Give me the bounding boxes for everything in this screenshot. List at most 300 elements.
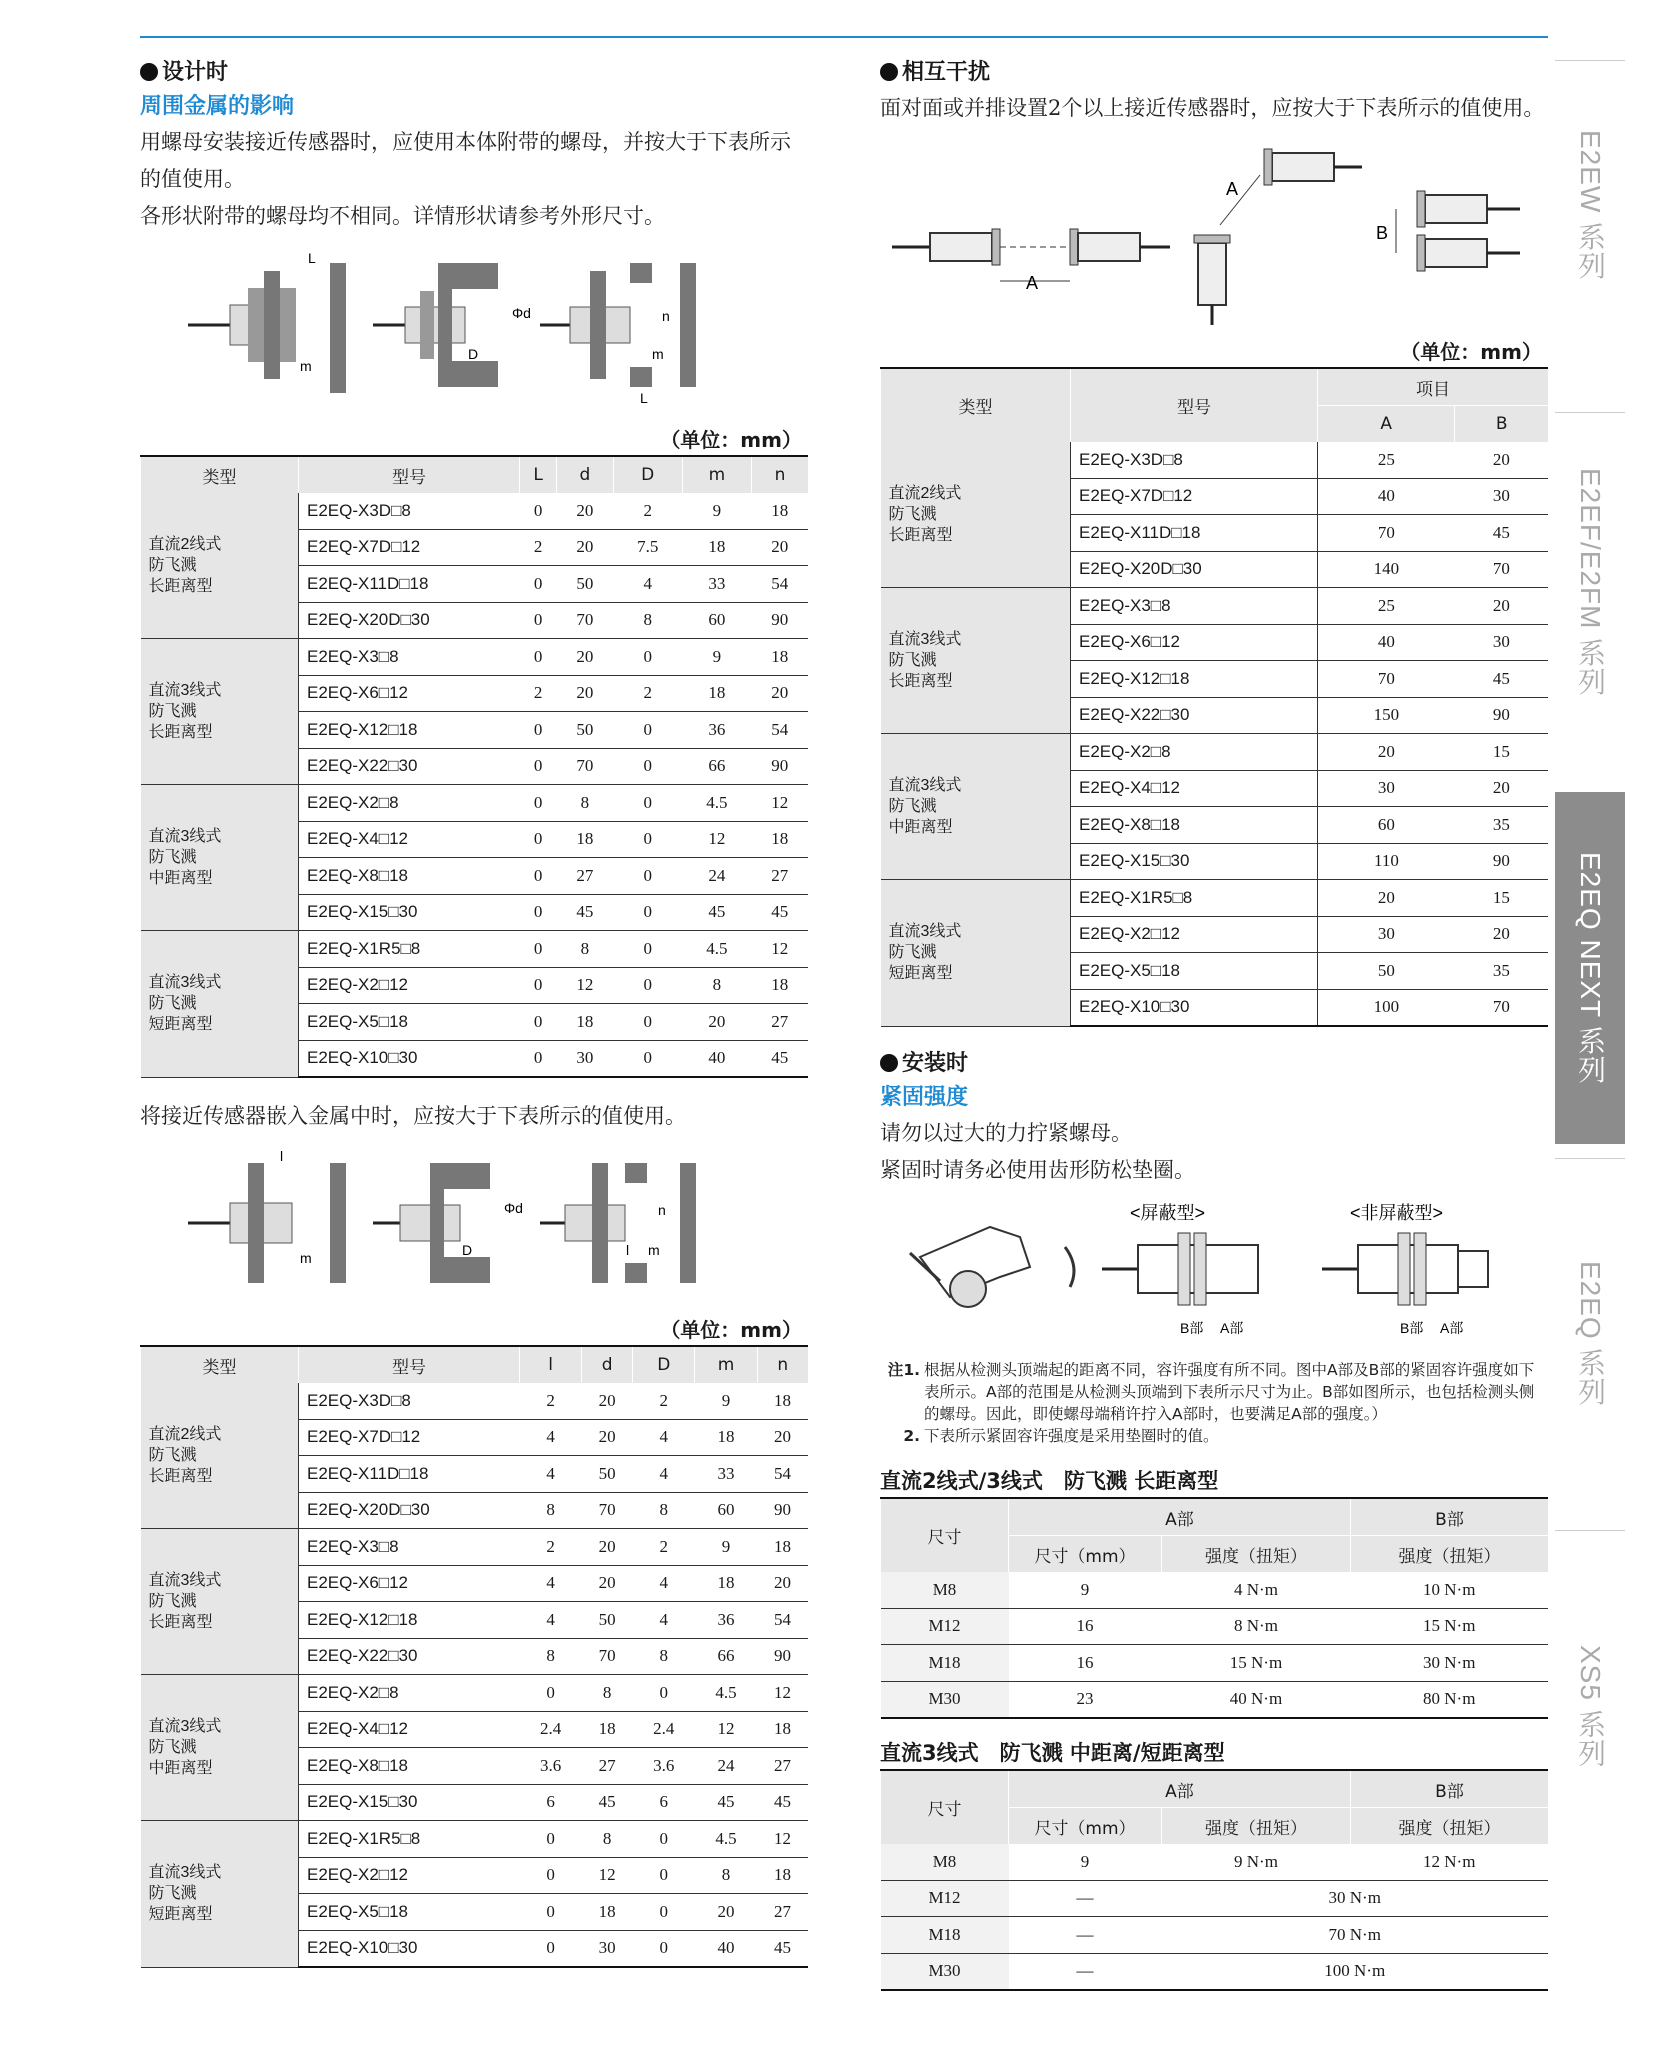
value-cell: 18 — [695, 1565, 757, 1602]
value-cell: — — [1009, 1880, 1162, 1917]
design-heading: 设计时 — [140, 56, 808, 90]
table-row — [141, 931, 809, 968]
value-cell: 3.6 — [520, 1748, 582, 1785]
top-rule — [140, 36, 1548, 38]
value-cell: 20 — [757, 1565, 808, 1602]
value-cell: 8 — [582, 1821, 633, 1858]
svg-text:<非屏蔽型>: <非屏蔽型> — [1350, 1203, 1444, 1223]
value-cell: 0 — [520, 1894, 582, 1931]
fig1-mount-a — [188, 250, 346, 393]
value-cell: 90 — [1455, 697, 1548, 734]
value-cell: 0 — [520, 821, 557, 858]
side-tab-e2eq[interactable]: E2EQ 系列 — [1575, 1261, 1606, 1407]
value-cell: 0 — [613, 967, 682, 1004]
value-cell: 70 — [582, 1492, 633, 1529]
value-cell: 2 — [633, 1529, 695, 1566]
fig1-mount-c — [540, 263, 696, 406]
design-para3: 将接近传感器嵌入金属中时，应按大于下表所示的值使用。 — [140, 1104, 686, 1128]
model-cell: E2EQ-X8□18 — [1071, 807, 1318, 844]
side-tab-xs5[interactable]: XS5 系列 — [1575, 1644, 1606, 1768]
value-cell: 12 — [751, 931, 808, 968]
value-cell: 4 — [520, 1565, 582, 1602]
value-cell: 0 — [520, 967, 557, 1004]
value-cell: 15 N·m — [1162, 1645, 1351, 1682]
value-cell: 20 — [1455, 588, 1548, 625]
value-cell: 0 — [520, 1004, 557, 1041]
type-cell: 直流2线式 防飞溅 长距离型 — [141, 1383, 299, 1529]
value-cell: 9 — [1009, 1844, 1162, 1880]
install-heading: 安装时 — [880, 1047, 1548, 1081]
value-cell: 20 — [582, 1565, 633, 1602]
value-cell: 15 — [1455, 880, 1548, 917]
model-cell: E2EQ-X10□30 — [299, 1040, 520, 1077]
side-tab-e2eq-next[interactable]: E2EQ NEXT 系列 — [1555, 792, 1625, 1144]
install-subheading: 紧固强度 — [880, 1085, 969, 1110]
model-cell: E2EQ-X3□8 — [299, 1529, 520, 1566]
note-1: 注1. 根据从检测头顶端起的距离不同，容许强度有所不同。图中A部及B部的紧固容许强度如下表所示。A部的范围是从检测头顶端到下表所示尺寸为止。B部如图所示，也包括检测头侧的螺母。因此，即使螺母端稍许拧入A部时，也要满足A部的强度。） — [887, 1361, 1535, 1423]
model-cell: E2EQ-X4□12 — [299, 1711, 520, 1748]
metal-influence-table-embed — [140, 1345, 808, 1968]
value-cell: M30 — [881, 1681, 1009, 1718]
type-cell: 直流3线式 防飞溅 长距离型 — [881, 588, 1071, 734]
value-cell: 9 — [1009, 1572, 1162, 1608]
value-cell: 4.5 — [695, 1821, 757, 1858]
value-cell: 4.5 — [695, 1675, 757, 1712]
th-m: m — [682, 456, 751, 493]
value-cell: 20 — [1455, 442, 1548, 478]
model-cell: E2EQ-X2□12 — [299, 1857, 520, 1894]
value-cell: 0 — [613, 894, 682, 931]
value-cell: 50 — [582, 1456, 633, 1493]
model-cell: E2EQ-X3D□8 — [1071, 442, 1318, 478]
value-cell: 8 — [613, 602, 682, 639]
angled-sensors — [1194, 149, 1362, 325]
model-cell: E2EQ-X8□18 — [299, 858, 520, 895]
model-cell: E2EQ-X2□12 — [299, 967, 520, 1004]
table-body — [881, 442, 1549, 1026]
th-L: L — [520, 456, 557, 493]
side-tab-e2ew[interactable]: E2EW 系列 — [1575, 129, 1606, 281]
model-cell: E2EQ-X22□30 — [1071, 697, 1318, 734]
model-cell: E2EQ-X3□8 — [299, 639, 520, 676]
tightening-diagram — [880, 1197, 1548, 1347]
table-row — [141, 785, 809, 822]
value-cell: 2 — [520, 1529, 582, 1566]
embed-mount-diagram — [140, 1143, 808, 1303]
value-cell: 45 — [757, 1930, 808, 1967]
value-cell: 40 — [695, 1930, 757, 1967]
value-cell: 40 — [682, 1040, 751, 1077]
value-cell: M8 — [881, 1844, 1009, 1880]
value-cell: 12 N·m — [1351, 1844, 1549, 1880]
value-cell: 40 N·m — [1162, 1681, 1351, 1718]
th-type: 类型 — [141, 456, 299, 493]
value-cell: 20 — [557, 529, 614, 566]
value-cell: 18 — [682, 675, 751, 712]
value-cell: 2.4 — [633, 1711, 695, 1748]
model-cell: E2EQ-X12□18 — [1071, 661, 1318, 698]
value-cell: 4 — [633, 1565, 695, 1602]
table-row — [141, 1675, 809, 1712]
value-cell: 8 — [682, 967, 751, 1004]
model-cell: E2EQ-X7D□12 — [299, 529, 520, 566]
table-row — [881, 1880, 1549, 1917]
value-cell: 50 — [557, 566, 614, 603]
value-cell: 30 — [557, 1040, 614, 1077]
value-cell: 18 — [582, 1711, 633, 1748]
value-cell: 30 — [1455, 624, 1548, 661]
value-cell: 45 — [1455, 661, 1548, 698]
svg-text:l: l — [626, 1242, 630, 1258]
table-row — [881, 880, 1549, 917]
value-cell: 18 — [557, 1004, 614, 1041]
value-cell: 100 N·m — [1162, 1953, 1549, 1990]
side-by-side-sensors — [1376, 191, 1520, 271]
value-cell: M18 — [881, 1645, 1009, 1682]
value-cell: 20 — [557, 493, 614, 529]
table-row — [881, 1645, 1549, 1682]
value-cell: 0 — [633, 1821, 695, 1858]
value-cell: 18 — [582, 1894, 633, 1931]
value-cell: 18 — [751, 967, 808, 1004]
value-cell: 0 — [520, 639, 557, 676]
svg-text:m: m — [652, 346, 664, 362]
svg-text:B: B — [1376, 223, 1389, 243]
th-type: 类型 — [881, 368, 1071, 442]
value-cell: 9 — [682, 493, 751, 529]
table-row — [141, 1529, 809, 1566]
value-cell: 2 — [520, 529, 557, 566]
model-cell: E2EQ-X6□12 — [1071, 624, 1318, 661]
svg-text:m: m — [648, 1242, 660, 1258]
value-cell: 9 — [695, 1383, 757, 1419]
value-cell: 140 — [1318, 551, 1455, 588]
svg-text:Φd: Φd — [504, 1200, 523, 1216]
value-cell: 45 — [757, 1784, 808, 1821]
value-cell: 30 — [1318, 916, 1455, 953]
value-cell: 0 — [520, 602, 557, 639]
design-subheading: 周围金属的影响 — [140, 94, 295, 119]
value-cell: 60 — [682, 602, 751, 639]
model-cell: E2EQ-X11D□18 — [1071, 515, 1318, 552]
th-model: 型号 — [299, 1346, 520, 1383]
model-cell: E2EQ-X6□12 — [299, 675, 520, 712]
value-cell: 12 — [695, 1711, 757, 1748]
value-cell: 8 — [582, 1675, 633, 1712]
value-cell: 4 — [520, 1456, 582, 1493]
install-para2: 紧固时请务必使用齿形防松垫圈。 — [880, 1158, 1195, 1182]
th-m: m — [695, 1346, 757, 1383]
th-item: 项目 — [1318, 368, 1549, 406]
value-cell: 18 — [695, 1419, 757, 1456]
value-cell: 18 — [751, 821, 808, 858]
value-cell: 4 — [520, 1602, 582, 1639]
install-notes — [880, 1359, 1548, 1447]
value-cell: 70 — [1318, 661, 1455, 698]
value-cell: 20 — [582, 1419, 633, 1456]
value-cell: 27 — [757, 1748, 808, 1785]
value-cell: 8 — [520, 1638, 582, 1675]
model-cell: E2EQ-X5□18 — [1071, 953, 1318, 990]
value-cell: 9 — [695, 1529, 757, 1566]
th-d: d — [557, 456, 614, 493]
svg-text:A: A — [1226, 179, 1239, 199]
table-row — [141, 1821, 809, 1858]
svg-text:D: D — [462, 1242, 473, 1258]
install-para1: 请勿以过大的力拧紧螺母。 — [880, 1121, 1132, 1145]
value-cell: 0 — [520, 748, 557, 785]
value-cell: 12 — [582, 1857, 633, 1894]
model-cell: E2EQ-X2□8 — [1071, 734, 1318, 771]
value-cell: 36 — [682, 712, 751, 749]
value-cell: 18 — [682, 529, 751, 566]
value-cell: 10 N·m — [1351, 1572, 1549, 1608]
value-cell: 2.4 — [520, 1711, 582, 1748]
design-unit1: （单位：mm） — [660, 428, 802, 452]
value-cell: 4 — [633, 1456, 695, 1493]
model-cell: E2EQ-X8□18 — [299, 1748, 520, 1785]
svg-text:m: m — [300, 358, 312, 374]
value-cell: 70 — [557, 602, 614, 639]
model-cell: E2EQ-X15□30 — [299, 894, 520, 931]
value-cell: 18 — [557, 821, 614, 858]
value-cell: 4.5 — [682, 785, 751, 822]
value-cell: 60 — [1318, 807, 1455, 844]
th-n: n — [751, 456, 808, 493]
value-cell: 27 — [582, 1748, 633, 1785]
value-cell: 0 — [613, 1004, 682, 1041]
svg-text:D: D — [468, 346, 479, 362]
value-cell: 110 — [1318, 843, 1455, 880]
value-cell: 20 — [582, 1529, 633, 1566]
th-l: l — [520, 1346, 582, 1383]
value-cell: 8 N·m — [1162, 1608, 1351, 1645]
model-cell: E2EQ-X20D□30 — [1071, 551, 1318, 588]
value-cell: 2 — [613, 493, 682, 529]
model-cell: E2EQ-X5□18 — [299, 1004, 520, 1041]
value-cell: 8 — [633, 1638, 695, 1675]
value-cell: 18 — [751, 493, 808, 529]
value-cell: 70 — [582, 1638, 633, 1675]
type-cell: 直流3线式 防飞溅 短距离型 — [141, 1821, 299, 1968]
type-cell: 直流3线式 防飞溅 长距离型 — [141, 1529, 299, 1675]
value-cell: 50 — [1318, 953, 1455, 990]
value-cell: 0 — [520, 1675, 582, 1712]
table-body — [881, 1844, 1549, 1990]
model-cell: E2EQ-X1R5□8 — [1071, 880, 1318, 917]
type-cell: 直流3线式 防飞溅 短距离型 — [881, 880, 1071, 1027]
value-cell: 20 — [1455, 916, 1548, 953]
value-cell: 6 — [520, 1784, 582, 1821]
value-cell: 18 — [757, 1529, 808, 1566]
type-cell: 直流3线式 防飞溅 短距离型 — [141, 931, 299, 1078]
model-cell: E2EQ-X22□30 — [299, 748, 520, 785]
value-cell: M30 — [881, 1953, 1009, 1990]
svg-text:n: n — [658, 1202, 666, 1218]
th-A: A — [1318, 406, 1455, 443]
value-cell: 20 — [557, 675, 614, 712]
value-cell: 27 — [751, 1004, 808, 1041]
value-cell: 0 — [613, 748, 682, 785]
value-cell: 0 — [520, 1930, 582, 1967]
table-row — [881, 1917, 1549, 1954]
value-cell: 4 N·m — [1162, 1572, 1351, 1608]
value-cell: 45 — [695, 1784, 757, 1821]
face-to-face-sensors — [892, 229, 1170, 293]
value-cell: 3.6 — [633, 1748, 695, 1785]
value-cell: 12 — [757, 1675, 808, 1712]
value-cell: 0 — [520, 931, 557, 968]
value-cell: 12 — [557, 967, 614, 1004]
fig2-embed-b — [373, 1163, 523, 1283]
svg-text:B部: B部 — [1180, 1320, 1204, 1336]
value-cell: 0 — [613, 931, 682, 968]
value-cell: 8 — [633, 1492, 695, 1529]
interference-diagram — [880, 135, 1548, 325]
value-cell: 27 — [751, 858, 808, 895]
design-para2: 各形状附带的螺母均不相同。详情形状请参考外形尺寸。 — [140, 204, 665, 228]
value-cell: 6 — [633, 1784, 695, 1821]
value-cell: 0 — [520, 1821, 582, 1858]
svg-text:n: n — [662, 308, 670, 324]
model-cell: E2EQ-X2□12 — [1071, 916, 1318, 953]
value-cell: 150 — [1318, 697, 1455, 734]
value-cell: 30 — [582, 1930, 633, 1967]
value-cell: 24 — [682, 858, 751, 895]
value-cell: 12 — [751, 785, 808, 822]
torque-table-mid-short: 尺寸 A部 B部 尺寸（mm） 强度（扭矩） 强度（扭矩） M8 9 9 N·m 12 N·m M12 — 30 N·m M18 — 70 N·m M30 — 100 N·m — [880, 1769, 1548, 1991]
value-cell: 4 — [613, 566, 682, 603]
model-cell: E2EQ-X3□8 — [1071, 588, 1318, 625]
value-cell: 2 — [520, 1383, 582, 1419]
value-cell: 24 — [695, 1748, 757, 1785]
table-body — [141, 1383, 809, 1967]
non-shielded-sensor — [1322, 1203, 1488, 1336]
value-cell: 0 — [613, 1040, 682, 1077]
model-cell: E2EQ-X12□18 — [299, 1602, 520, 1639]
value-cell: 0 — [520, 566, 557, 603]
value-cell: 66 — [695, 1638, 757, 1675]
value-cell: 18 — [757, 1711, 808, 1748]
left-column — [140, 56, 808, 1968]
value-cell: 54 — [757, 1602, 808, 1639]
value-cell: 0 — [613, 639, 682, 676]
side-tab-e2ef-e2fm[interactable]: E2EF/E2FM 系列 — [1575, 467, 1606, 697]
value-cell: 20 — [1318, 880, 1455, 917]
interference-unit: （单位：mm） — [1400, 340, 1542, 364]
value-cell: M8 — [881, 1572, 1009, 1608]
value-cell: 8 — [695, 1857, 757, 1894]
model-cell: E2EQ-X1R5□8 — [299, 931, 520, 968]
value-cell: 70 — [1455, 989, 1548, 1026]
model-cell: E2EQ-X12□18 — [299, 712, 520, 749]
fig2-embed-c — [540, 1163, 696, 1283]
svg-text:L: L — [640, 390, 648, 406]
value-cell: 80 N·m — [1351, 1681, 1549, 1718]
table-body — [881, 1572, 1549, 1718]
value-cell: 40 — [1318, 624, 1455, 661]
value-cell: 2 — [520, 675, 557, 712]
value-cell: 0 — [633, 1894, 695, 1931]
interference-table — [880, 367, 1548, 1027]
value-cell: 0 — [520, 1040, 557, 1077]
value-cell: — — [1009, 1917, 1162, 1954]
model-cell: E2EQ-X22□30 — [299, 1638, 520, 1675]
value-cell: 25 — [1318, 442, 1455, 478]
value-cell: 20 — [1318, 734, 1455, 771]
value-cell: 35 — [1455, 953, 1548, 990]
table-row — [881, 1681, 1549, 1718]
value-cell: 27 — [557, 858, 614, 895]
value-cell: 20 — [557, 639, 614, 676]
value-cell: 8 — [557, 931, 614, 968]
nut-mount-diagram — [140, 243, 808, 413]
value-cell: 0 — [520, 1857, 582, 1894]
value-cell: 20 — [757, 1419, 808, 1456]
value-cell: 0 — [520, 894, 557, 931]
value-cell: 20 — [682, 1004, 751, 1041]
note-2: 2. 下表所示紧固容许强度是采用垫圈时的值。 — [903, 1427, 1219, 1445]
model-cell: E2EQ-X4□12 — [1071, 770, 1318, 807]
th-n: n — [757, 1346, 808, 1383]
value-cell: — — [1009, 1953, 1162, 1990]
th-model: 型号 — [1071, 368, 1318, 442]
value-cell: 4.5 — [682, 931, 751, 968]
value-cell: 36 — [695, 1602, 757, 1639]
model-cell: E2EQ-X1R5□8 — [299, 1821, 520, 1858]
model-cell: E2EQ-X3D□8 — [299, 493, 520, 529]
value-cell: 60 — [695, 1492, 757, 1529]
table-row — [141, 493, 809, 529]
value-cell: 9 — [682, 639, 751, 676]
value-cell: 50 — [582, 1602, 633, 1639]
value-cell: 33 — [682, 566, 751, 603]
value-cell: 45 — [582, 1784, 633, 1821]
value-cell: 54 — [751, 566, 808, 603]
value-cell: 16 — [1009, 1645, 1162, 1682]
table-row — [881, 1608, 1549, 1645]
value-cell: 0 — [520, 493, 557, 529]
model-cell: E2EQ-X20D□30 — [299, 602, 520, 639]
value-cell: 33 — [695, 1456, 757, 1493]
fig1-mount-b — [373, 263, 531, 387]
type-cell: 直流2线式 防飞溅 长距离型 — [141, 493, 299, 639]
value-cell: 20 — [751, 675, 808, 712]
value-cell: 0 — [520, 712, 557, 749]
type-cell: 直流3线式 防飞溅 中距离型 — [141, 785, 299, 931]
value-cell: 16 — [1009, 1608, 1162, 1645]
value-cell: 90 — [757, 1638, 808, 1675]
svg-text:<屏蔽型>: <屏蔽型> — [1130, 1203, 1206, 1223]
interference-para: 面对面或并排设置2个以上接近传感器时，应按大于下表所示的值使用。 — [880, 96, 1545, 120]
value-cell: 4 — [633, 1419, 695, 1456]
value-cell: 70 — [1455, 551, 1548, 588]
svg-text:Φd: Φd — [512, 305, 531, 321]
value-cell: 18 — [751, 639, 808, 676]
model-cell: E2EQ-X15□30 — [299, 1784, 520, 1821]
table-row — [881, 734, 1549, 771]
table-row — [881, 1572, 1549, 1608]
model-cell: E2EQ-X7D□12 — [1071, 478, 1318, 515]
value-cell: 40 — [1318, 478, 1455, 515]
svg-text:A: A — [1026, 273, 1039, 293]
value-cell: 8 — [520, 1492, 582, 1529]
svg-text:A部: A部 — [1220, 1320, 1244, 1336]
model-cell: E2EQ-X4□12 — [299, 821, 520, 858]
value-cell: 0 — [613, 821, 682, 858]
value-cell: 45 — [682, 894, 751, 931]
fig2-embed-a — [188, 1148, 346, 1283]
